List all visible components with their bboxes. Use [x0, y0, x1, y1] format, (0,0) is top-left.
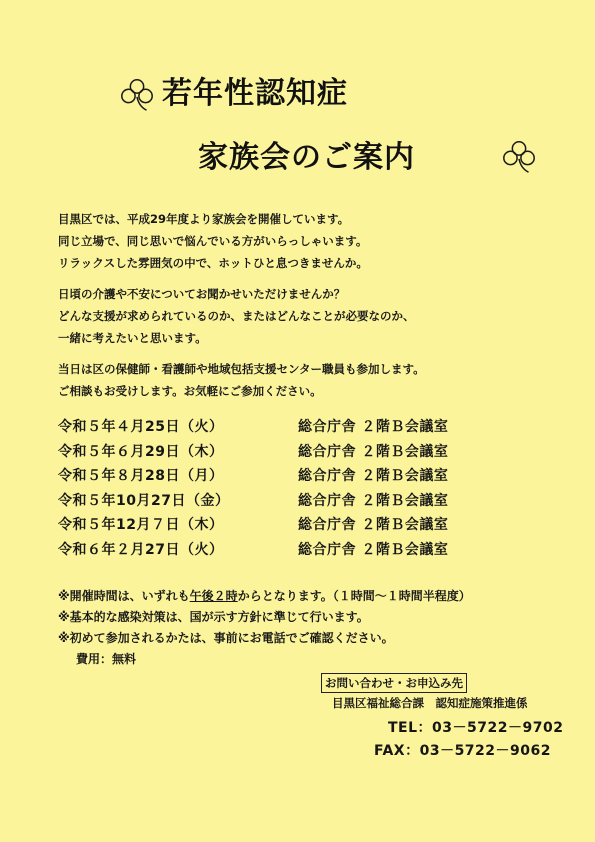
- schedule-place: 総合庁舎 ２階Ｂ会議室: [298, 517, 449, 534]
- clover-icon: [500, 138, 538, 176]
- contact-fax: FAX：03－5722－9062: [374, 743, 551, 759]
- note-first-time: ※初めて参加されるかたは、事前にお電話でご確認ください。: [58, 631, 394, 645]
- notes: [58, 586, 471, 670]
- schedule-row: [58, 537, 498, 562]
- note-time-highlight: 午後２時: [189, 589, 238, 603]
- schedule-date: 令和５年８月28日（月）: [58, 468, 224, 485]
- concerns-paragraph: [58, 283, 415, 349]
- note-time-suffix: からとなります。（１時間～１時間半程度）: [237, 589, 471, 603]
- title-line-2: 家族会のご案内: [198, 140, 415, 175]
- intro-line: リラックスした雰囲気の中で、ホットひと息つきませんか。: [58, 256, 368, 270]
- staff-line: 当日は区の保健師・看護師や地域包括支援センター職員も参加します。: [58, 362, 425, 376]
- schedule-list: [58, 414, 498, 561]
- title-line-1: 若年性認知症: [162, 76, 348, 111]
- schedule-date: 令和５年12月７日（木）: [58, 517, 224, 534]
- schedule-date: 令和６年２月27日（火）: [58, 541, 224, 558]
- clover-icon: [118, 76, 156, 114]
- schedule-date: 令和５年10月27日（金）: [58, 492, 230, 509]
- schedule-date: 令和５年４月25日（火）: [58, 419, 224, 436]
- concerns-line: 日頃の介護や不安についてお聞かせいただけませんか？: [58, 287, 346, 301]
- intro-line: 同じ立場で、同じ思いで悩んでいる方がいらっしゃいます。: [58, 234, 368, 248]
- note-time: [58, 586, 471, 607]
- staff-paragraph: [58, 358, 425, 402]
- schedule-place: 総合庁舎 ２階Ｂ会議室: [298, 443, 449, 460]
- schedule-place: 総合庁舎 ２階Ｂ会議室: [298, 492, 449, 509]
- schedule-date: 令和５年６月29日（木）: [58, 443, 224, 460]
- intro-paragraph: [58, 208, 368, 274]
- contact-heading: お問い合わせ・お申込み先: [321, 673, 467, 693]
- staff-line: ご相談もお受けします。お気軽にご参加ください。: [58, 384, 322, 398]
- schedule-row: [58, 414, 498, 439]
- schedule-row: [58, 463, 498, 488]
- note-time-prefix: ※開催時間は、いずれも: [58, 589, 190, 603]
- schedule-row: [58, 488, 498, 513]
- contact-tel: TEL：03－5722－9702: [388, 720, 564, 736]
- intro-line: 目黒区では、平成29年度より家族会を開催しています。: [58, 212, 350, 226]
- concerns-line: 一緒に考えたいと思います。: [58, 331, 207, 345]
- schedule-place: 総合庁舎 ２階Ｂ会議室: [298, 541, 449, 558]
- note-infection: ※基本的な感染対策は、国が示す方針に準じて行います。: [58, 610, 369, 624]
- schedule-row: [58, 439, 498, 464]
- schedule-row: [58, 512, 498, 537]
- schedule-place: 総合庁舎 ２階Ｂ会議室: [298, 468, 449, 485]
- concerns-line: どんな支援が求められているのか、またはどんなことが必要なのか、: [58, 309, 415, 323]
- note-fee: 費用：無料: [76, 652, 137, 666]
- contact-department: 目黒区福祉総合課 認知症施策推進係: [332, 696, 528, 710]
- schedule-place: 総合庁舎 ２階Ｂ会議室: [298, 419, 449, 436]
